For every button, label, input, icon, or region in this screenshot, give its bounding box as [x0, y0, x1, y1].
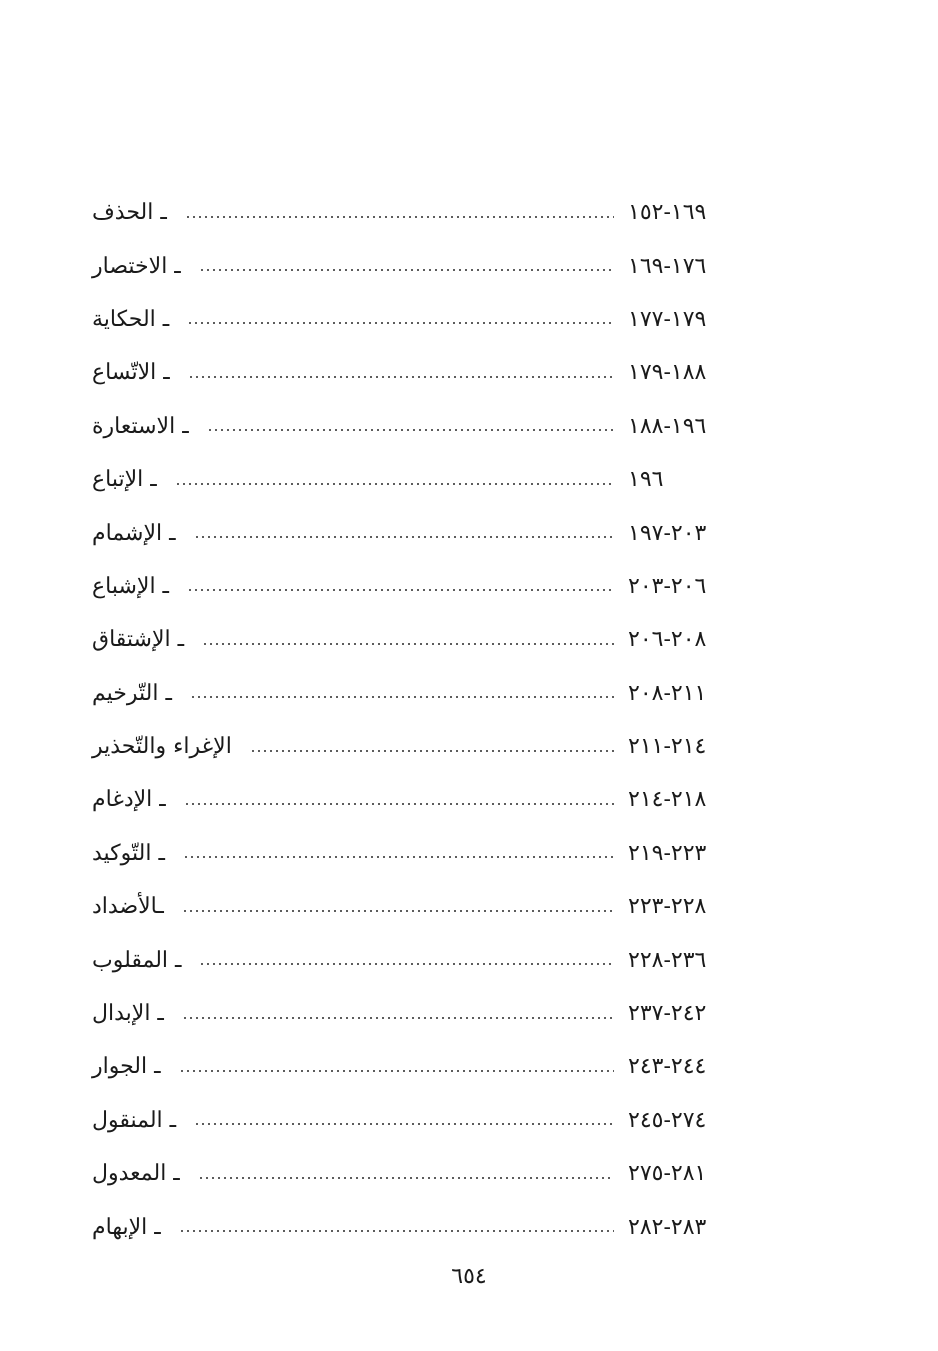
dot-leader: [250, 750, 614, 752]
dot-leader: [194, 1123, 614, 1125]
dot-leader: [202, 643, 614, 645]
toc-entry-pages: ١٧٦-١٦٩: [628, 253, 707, 279]
toc-entry: [86, 239, 746, 292]
toc-entry: [86, 1094, 746, 1147]
toc-entry-title: ـ التّرخيم: [92, 680, 172, 706]
toc-entry-title: ـ الحكاية: [92, 306, 170, 332]
toc-entry-pages: ٢٢٨-٢٢٣: [628, 894, 707, 920]
toc-entry-pages: ٢٤٢-٢٣٧: [628, 1001, 707, 1027]
toc-entry: [86, 293, 746, 346]
toc-entry: [86, 453, 746, 506]
toc-entry-title: ـ المقلوب: [92, 947, 182, 973]
toc-entry-title: ـ الإشمام: [92, 520, 176, 546]
toc-entry: [86, 1200, 746, 1253]
dot-leader: [198, 1177, 614, 1179]
toc-entry-title: ـ الاختصار: [92, 253, 181, 279]
toc-entry: [86, 667, 746, 720]
toc-entry-pages: ٢٨١-٢٧٥: [628, 1161, 707, 1187]
toc-entry: [86, 933, 746, 986]
dot-leader: [187, 322, 614, 324]
dot-leader: [185, 216, 614, 218]
toc-entry-pages: ٢٢٣-٢١٩: [628, 840, 707, 866]
toc-entry-pages: ٢١٤-٢١١: [628, 734, 707, 760]
dot-leader: [188, 376, 614, 378]
toc-entry: [86, 186, 746, 239]
dot-leader: [182, 1017, 614, 1019]
toc-entry-pages: ٢٠٣-١٩٧: [628, 520, 707, 546]
toc-entry-title: ـ الاتّساع: [92, 360, 170, 386]
toc-entry: [86, 1147, 746, 1200]
toc-entry: [86, 613, 746, 666]
toc-entry: [86, 400, 746, 453]
dot-leader: [182, 910, 614, 912]
toc-entry: [86, 987, 746, 1040]
toc-entry-pages: ١٧٩-١٧٧: [628, 306, 707, 332]
toc-entry: [86, 560, 746, 613]
toc-entry-pages: ٢٠٨-٢٠٦: [628, 627, 707, 653]
toc-entry-title: ـ الإبهام: [92, 1214, 161, 1240]
dot-leader: [187, 589, 614, 591]
toc-entry-pages: ٢٤٤-٢٤٣: [628, 1054, 707, 1080]
toc-entry-pages: ١٩٦-١٨٨: [628, 413, 707, 439]
toc-entry-pages: ٢١٨-٢١٤: [628, 787, 707, 813]
dot-leader: [184, 803, 614, 805]
dot-leader: [194, 536, 614, 538]
dot-leader: [190, 696, 614, 698]
toc-entry: [86, 346, 746, 399]
toc-entry: [86, 880, 746, 933]
toc-entry: [86, 1040, 746, 1093]
toc-entry-title: ـ الإبدال: [92, 1001, 164, 1027]
dot-leader: [207, 429, 614, 431]
toc-entry-title: ـ الحذف: [92, 200, 167, 226]
toc-entry-title: ـ الإدغام: [92, 787, 166, 813]
dot-leader: [175, 483, 614, 485]
toc-entry-pages: ٢١١-٢٠٨: [628, 680, 707, 706]
toc-entry-title: ـالأضداد: [92, 894, 164, 920]
table-of-contents: [86, 186, 746, 1254]
toc-entry-pages: ١٨٨-١٧٩: [628, 360, 707, 386]
toc-entry: [86, 720, 746, 773]
dot-leader: [179, 1230, 614, 1232]
toc-entry-title: ـ الإتباع: [92, 467, 157, 493]
toc-entry: [86, 506, 746, 559]
toc-entry-title: ـ الإشتقاق: [92, 627, 185, 653]
toc-entry-title: ـ الإشباع: [92, 573, 169, 599]
dot-leader: [199, 269, 614, 271]
toc-entry-pages: ٢٨٣-٢٨٢: [628, 1214, 707, 1240]
toc-entry-title: الإغراء والتّحذير: [92, 734, 232, 760]
toc-entry: [86, 827, 746, 880]
toc-entry-title: ـ الجوار: [92, 1054, 161, 1080]
toc-entry-title: ـ الاستعارة: [92, 413, 189, 439]
toc-entry-pages: ٢٠٦-٢٠٣: [628, 573, 707, 599]
toc-entry-title: ـ المعدول: [92, 1161, 180, 1187]
page-number: ٦٥٤: [451, 1264, 487, 1289]
toc-entry-title: ـ المنقول: [92, 1107, 177, 1133]
toc-entry: [86, 773, 746, 826]
toc-entry-pages: ٢٧٤-٢٤٥: [628, 1107, 707, 1133]
dot-leader: [183, 856, 614, 858]
toc-entry-pages: ١٦٩-١٥٢: [628, 200, 707, 226]
toc-entry-title: ـ التّوكيد: [92, 840, 165, 866]
toc-entry-pages: ١٩٦: [628, 467, 664, 493]
toc-entry-pages: ٢٣٦-٢٢٨: [628, 947, 707, 973]
dot-leader: [179, 1070, 614, 1072]
dot-leader: [199, 963, 614, 965]
